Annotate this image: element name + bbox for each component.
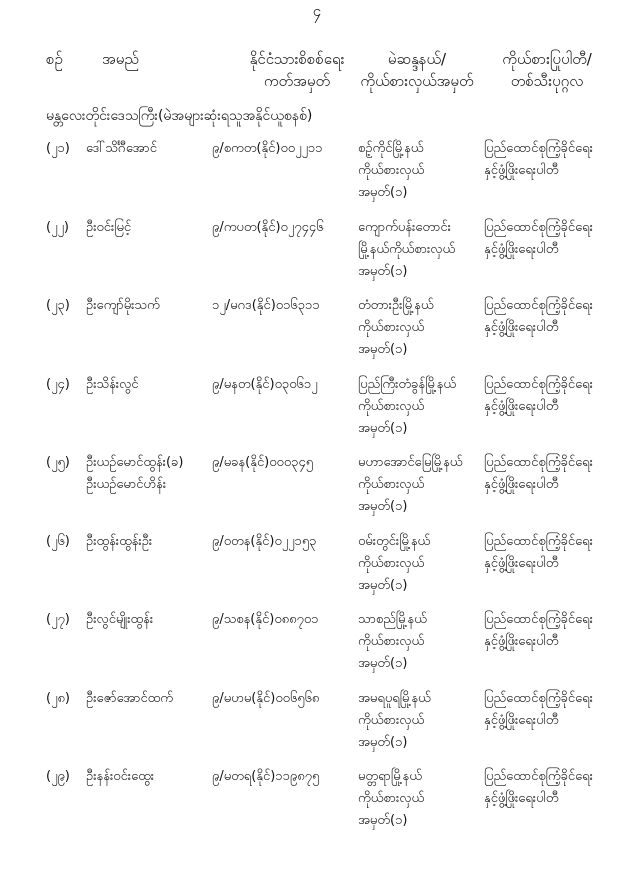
constituency-line: အမှတ်(၁) <box>358 185 408 200</box>
candidate-name-line: ဦးနန်းဝင်းထွေး <box>86 769 155 784</box>
party-name-line: ပြည်ထောင်စုကြံ့ခိုင်ရေး <box>484 612 593 627</box>
constituency-line: ကိုယ်စားလှယ် <box>358 791 425 806</box>
candidate-row <box>0 217 634 295</box>
party-name <box>484 295 619 339</box>
constituency <box>358 374 478 440</box>
party-name <box>484 766 619 810</box>
candidate-name-line: ဒေါ်သိင်္ဂီအောင် <box>86 141 157 156</box>
nrc-number <box>212 217 352 239</box>
constituency <box>358 295 478 361</box>
party-name <box>484 138 619 182</box>
candidate-name-line: ဦးကျော်မိုးသက် <box>86 298 160 313</box>
party-name-line: ပြည်ထောင်စုကြံ့ခိုင်ရေး <box>484 533 593 549</box>
nrc-number <box>212 531 352 553</box>
header-no: စဉ် <box>46 50 63 68</box>
candidate-row <box>0 609 634 687</box>
header-party-line: တစ်သီးပုဂ္ဂလ <box>510 72 584 90</box>
party-name <box>484 217 619 261</box>
header-constituency <box>342 48 492 92</box>
nrc-number <box>212 766 352 788</box>
party-name <box>484 452 619 496</box>
region-title: မန္တလေးတိုင်းဒေသကြီး(မဲအများဆုံးရသူအနိုင်ယူစနစ်) <box>46 108 313 124</box>
constituency-line: ကိုယ်စားလှယ် <box>358 163 425 178</box>
candidate-row <box>0 138 634 216</box>
constituency-line: အမှတ်(၁) <box>358 734 408 750</box>
nrc-number-line: ၉/မတရ(နိုင်)၁၁၉၈၇၅ <box>212 769 320 784</box>
nrc-number-line: ၉/မဟမ(နိုင်)၀၀၆၅၆၈ <box>212 690 320 706</box>
header-party <box>472 48 622 92</box>
constituency-line: မဟာအောင်မြေမြို့နယ် <box>358 455 463 470</box>
candidate-name-line: ဦးထွန်းထွန်းဦး <box>86 533 153 549</box>
candidate-name-line: ဦးယဉ်မောင်ထွန်း(ခ) <box>86 455 184 470</box>
candidate-row <box>0 766 634 844</box>
constituency-line: အမှတ်(၁) <box>358 656 408 671</box>
party-name <box>484 688 619 732</box>
header-party-line: ကိုယ်စားပြုပါတီ/ <box>502 50 592 68</box>
candidate-name-line: ဦးဇော်အောင်ထက် <box>86 690 173 706</box>
row-number <box>46 138 70 160</box>
row-number-line: (၂၇) <box>46 612 70 627</box>
constituency <box>358 531 478 597</box>
constituency-line: ကိုယ်စားလှယ် <box>358 634 425 649</box>
candidate-name <box>86 688 206 710</box>
candidate-name <box>86 374 206 396</box>
party-name-line: နှင့်ဖွံ့ဖြိုးရေးပါတီ <box>484 477 559 492</box>
constituency-line: အမှတ်(၁) <box>358 577 408 593</box>
constituency-line: တံတားဦးမြို့နယ် <box>358 298 434 313</box>
row-number-line: (၂၅) <box>46 455 70 470</box>
constituency-line: ကိုယ်စားလှယ် <box>358 320 425 335</box>
candidate-name-line: ဦးလွင်မျိုးထွန်း <box>86 612 154 627</box>
constituency <box>358 688 478 754</box>
header-nrc-line: နိုင်ငံသားစိစစ်ရေး <box>249 50 345 68</box>
party-name-line: နှင့်ဖွံ့ဖြိုးရေးပါတီ <box>484 320 559 335</box>
party-name-line: နှင့်ဖွံ့ဖြိုးရေးပါတီ <box>484 712 559 728</box>
row-number <box>46 609 70 631</box>
constituency-line: ကိုယ်စားလှယ် <box>358 712 425 728</box>
constituency-line: အမရပူရမြို့နယ် <box>358 690 431 706</box>
nrc-number-line: ၉/မခန(နိုင်)၀၀၀၃၄၅ <box>212 455 314 470</box>
constituency-line: မတ္တရာမြို့နယ် <box>358 769 422 784</box>
header-constituency-line: မဲဆန္ဒနယ်/ <box>387 50 447 68</box>
candidate-row <box>0 531 634 609</box>
row-number <box>46 531 70 553</box>
nrc-number-line: ၉/ဝတန(နိုင်)၀၂၂၁၅၃ <box>212 533 317 549</box>
candidate-name <box>86 766 206 788</box>
candidate-name <box>86 531 206 553</box>
constituency-line: ဝမ်းတွင်းမြို့နယ် <box>358 533 431 549</box>
party-name <box>484 531 619 575</box>
constituency-line: အမှတ်(၁) <box>358 263 408 279</box>
candidate-name-line: ဦးသိန်းလွင် <box>86 376 139 392</box>
candidate-name-line: ဦးယဉ်မောင်ဟိန်း <box>86 477 167 492</box>
constituency-line: မြို့နယ်ကိုယ်စားလှယ် <box>358 241 456 257</box>
constituency-line: အမှတ်(၁) <box>358 813 408 828</box>
nrc-number-line: ၉/စကတ(နိုင်)၀၀၂၂၁၁ <box>212 141 323 156</box>
row-number-line: (၂၈) <box>46 690 70 706</box>
party-name-line: ပြည်ထောင်စုကြံ့ခိုင်ရေး <box>484 141 593 156</box>
nrc-number <box>212 609 352 631</box>
row-number-line: (၂၂) <box>46 219 69 235</box>
constituency <box>358 138 478 204</box>
party-name-line: နှင့်ဖွံ့ဖြိုးရေးပါတီ <box>484 241 559 257</box>
party-name-line: နှင့်ဖွံ့ဖြိုးရေးပါတီ <box>484 163 559 178</box>
party-name <box>484 374 619 418</box>
party-name-line: ပြည်ထောင်စုကြံ့ခိုင်ရေး <box>484 455 593 470</box>
party-name-line: ပြည်ထောင်စုကြံ့ခိုင်ရေး <box>484 376 593 392</box>
party-name-line: ပြည်ထောင်စုကြံ့ခိုင်ရေး <box>484 219 593 235</box>
constituency-line: ကျောက်ပန်းတောင်း <box>358 219 451 235</box>
row-number <box>46 688 70 710</box>
constituency <box>358 766 478 832</box>
candidate-name <box>86 138 206 160</box>
nrc-number-line: ၉/ကပတ(နိုင်)၀၂၇၄၄၆ <box>212 219 324 235</box>
nrc-number <box>212 688 352 710</box>
party-name <box>484 609 619 653</box>
row-number <box>46 374 70 396</box>
nrc-number <box>212 374 352 396</box>
candidate-row <box>0 295 634 373</box>
party-name-line: ပြည်ထောင်စုကြံ့ခိုင်ရေး <box>484 690 593 706</box>
party-name-line: နှင့်ဖွံ့ဖြိုးရေးပါတီ <box>484 398 559 414</box>
header-constituency-line: ကိုယ်စားလှယ်အမှတ် <box>360 72 474 90</box>
party-name-line: နှင့်ဖွံ့ဖြိုးရေးပါတီ <box>484 634 559 649</box>
candidate-row <box>0 374 634 452</box>
constituency-line: စဉ့်ကိုင်မြို့နယ် <box>358 141 424 156</box>
nrc-number <box>212 295 352 317</box>
constituency-line: ကိုယ်စားလှယ် <box>358 398 425 414</box>
row-number-line: (၂၄) <box>46 376 70 392</box>
constituency-line: ကိုယ်စားလှယ် <box>358 477 425 492</box>
candidate-name-line: ဦးဝင်းမြင့် <box>86 219 132 235</box>
page-number: ၄ <box>312 2 322 20</box>
candidate-name <box>86 452 206 496</box>
header-nrc-line: ကတ်အမှတ် <box>263 72 331 90</box>
nrc-number <box>212 452 352 474</box>
constituency <box>358 452 478 518</box>
party-name-line: ပြည်ထောင်စုကြံ့ခိုင်ရေး <box>484 298 593 313</box>
constituency-line: သာစည်မြို့နယ် <box>358 612 427 627</box>
constituency <box>358 609 478 675</box>
constituency-line: အမှတ်(၁) <box>358 342 408 357</box>
row-number <box>46 217 69 239</box>
candidate-name <box>86 295 206 317</box>
constituency-line: အမှတ်(၁) <box>358 420 408 436</box>
row-number <box>46 295 70 317</box>
constituency-line: အမှတ်(၁) <box>358 499 408 514</box>
row-number-line: (၂၆) <box>46 533 70 549</box>
row-number <box>46 452 70 474</box>
nrc-number-line: ၉/သစန(နိုင်)၀၈၈၇၀၁ <box>212 612 319 627</box>
candidate-row <box>0 452 634 530</box>
candidate-name <box>86 609 206 631</box>
party-name-line: နှင့်ဖွံ့ဖြိုးရေးပါတီ <box>484 791 559 806</box>
candidate-row <box>0 688 634 766</box>
row-number-line: (၂၃) <box>46 298 70 313</box>
nrc-number <box>212 138 352 160</box>
row-number-line: (၂၁) <box>46 141 70 156</box>
header-name: အမည် <box>102 50 139 68</box>
row-number-line: (၂၉) <box>46 769 70 784</box>
row-number <box>46 766 70 788</box>
party-name-line: ပြည်ထောင်စုကြံ့ခိုင်ရေး <box>484 769 593 784</box>
constituency-line: ပြည်ကြီးတံခွန်မြို့နယ် <box>358 376 457 392</box>
candidate-name <box>86 217 206 239</box>
party-name-line: နှင့်ဖွံ့ဖြိုးရေးပါတီ <box>484 555 559 571</box>
nrc-number-line: ၉/မနတ(နိုင်)၀၃၀၆၁၂ <box>212 376 318 392</box>
constituency-line: ကိုယ်စားလှယ် <box>358 555 425 571</box>
constituency <box>358 217 478 283</box>
nrc-number-line: ၁၂/မဂဒ(နိုင်)၀၁၆၃၁၁ <box>212 298 320 313</box>
